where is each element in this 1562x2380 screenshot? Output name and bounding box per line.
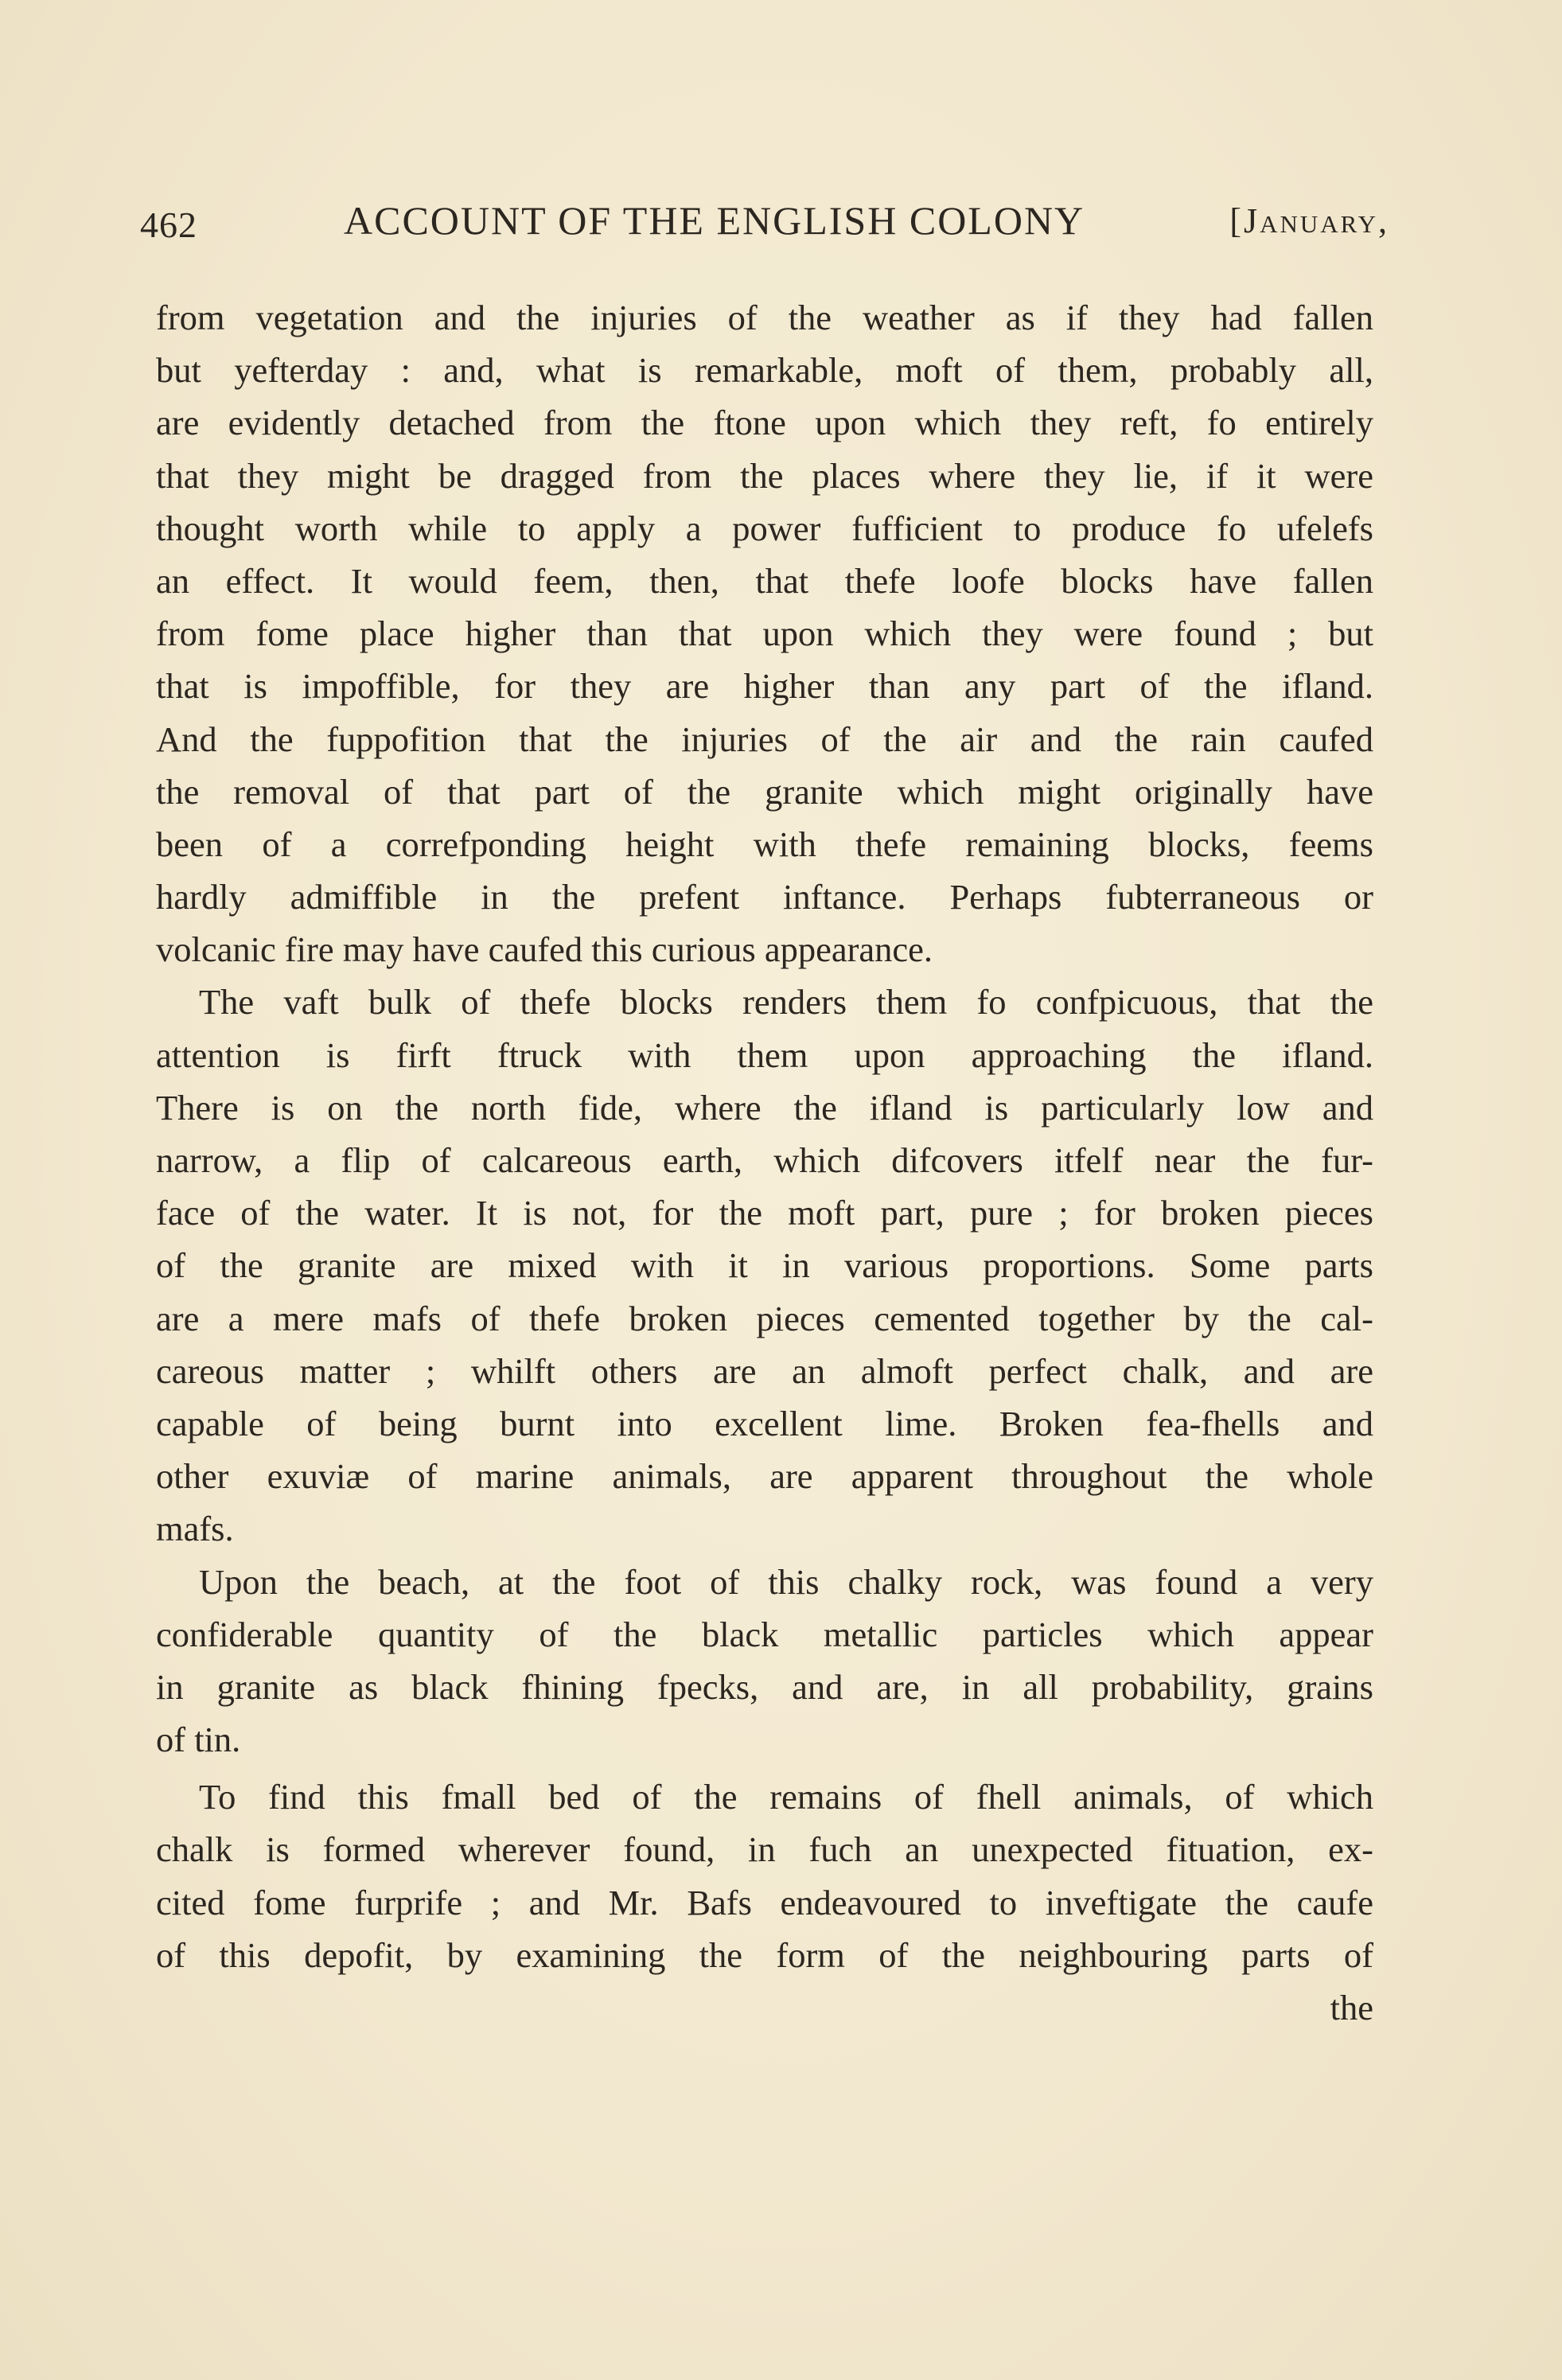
text-line: hardly admiffible in the prefent inftance. Perhaps fubterraneous or [156,877,1373,917]
text-line: And the fuppofition that the injuries of the air and the rain caufed [156,719,1373,759]
text-line: from fome place higher than that upon which they were found ; but [156,614,1373,654]
paragraph-start: The vaft bulk of thefe blocks renders them fo confpicuous, that the [199,982,1373,1023]
text-line: are evidently detached from the ftone upon which they reft, fo entirely [156,403,1373,443]
text-line: an effect. It would feem, then, that thefe loofe blocks have fallen [156,560,1373,601]
running-month: [January, [1229,201,1389,240]
page-number: 462 [140,205,197,245]
paragraph-start: To find this fmall bed of the remains of fhell animals, of which [199,1777,1373,1817]
running-title: ACCOUNT OF THE ENGLISH COLONY [344,198,1085,243]
text-line: face of the water. It is not, for the moft part, pure ; for broken pieces [156,1193,1373,1233]
text-line: of this depofit, by examining the form of the neighbouring parts of [156,1934,1373,1975]
text-line: chalk is formed wherever found, in fuch an unexpected fituation, ex- [156,1829,1373,1870]
text-line: that is impoffible, for they are higher than any part of the ifland. [156,666,1373,707]
body-text [156,291,1373,2034]
text-line: thought worth while to apply a power fufficient to produce fo ufelefs [156,508,1373,548]
text-line: in granite as black fhining fpecks, and are, in all probability, grains [156,1666,1373,1707]
text-line: from vegetation and the injuries of the weather as if they had fallen [156,298,1373,337]
text-line: the removal of that part of the granite which might originally have [156,771,1373,812]
text-line: other exuviæ of marine animals, are apparent throughout the whole [156,1456,1373,1497]
text-line: attention is firft ftruck with them upon approaching the ifland. [156,1034,1373,1075]
text-line: are a mere mafs of thefe broken pieces cemented together by the cal- [156,1298,1373,1338]
paragraph-start: Upon the beach, at the foot of this chalky rock, was found a very [199,1561,1373,1602]
text-line: narrow, a flip of calcareous earth, which difcovers itfelf near the fur- [156,1140,1373,1180]
text-line: capable of being burnt into excellent lime. Broken fea-fhells and [156,1403,1373,1443]
page-header [140,197,1389,253]
text-line: mafs. [156,1509,234,1549]
text-line: volcanic fire may have caufed this curious appearance. [156,929,933,970]
text-line: careous matter ; whilft others are an almoft perfect chalk, and are [156,1350,1373,1391]
text-line: but yefterday : and, what is remarkable, moft of them, probably all, [156,350,1373,391]
text-line: cited fome furprife ; and Mr. Bafs endeavoured to inveftigate the caufe [156,1882,1373,1922]
text-line: of tin. [156,1720,241,1760]
text-line: that they might be dragged from the places where they lie, if it were [156,455,1373,496]
catchword: the [1330,1988,1373,2027]
text-line: been of a correfponding height with thefe remaining blocks, feems [156,824,1373,864]
text-line: of the granite are mixed with it in various proportions. Some parts [156,1245,1373,1286]
text-line: There is on the north fide, where the ifland is particularly low and [156,1087,1373,1128]
text-line: confiderable quantity of the black metallic particles which appear [156,1614,1373,1654]
